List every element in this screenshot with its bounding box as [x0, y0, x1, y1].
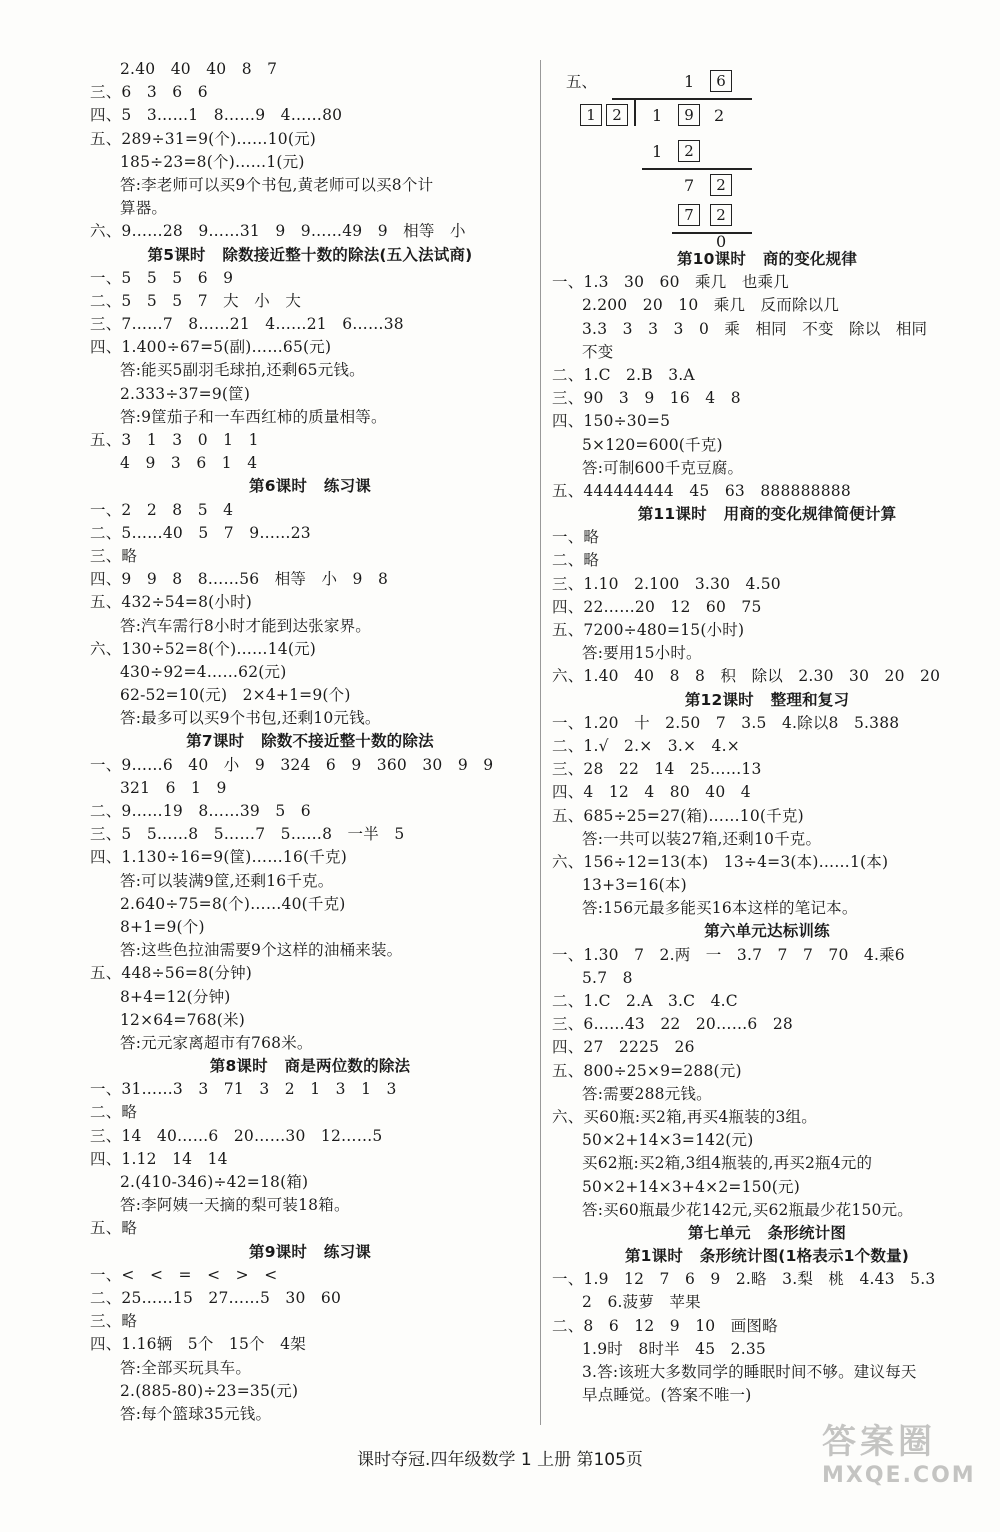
answer-line: 答:可以装满9筐,还剩16千克。: [120, 871, 334, 890]
answer-line: 8+4=12(分钟): [120, 987, 231, 1006]
section-heading: 第8课时 商是两位数的除法: [209, 1057, 411, 1076]
answer-line: 答:最多可以买9个书包,还剩10元钱。: [120, 709, 381, 728]
answer-line: 三、90 3 9 16 4 8: [552, 389, 741, 408]
section-heading: 第六单元达标训练: [704, 922, 830, 941]
answer-line: 一、1.30 7 2.两 一 3.7 7 7 70 4.乘6: [552, 945, 905, 964]
answer-line: 二、1.C 2.B 3.A: [552, 365, 695, 384]
page-footer: 课时夺冠.四年级数学 1 上册 第105页: [357, 1450, 643, 1470]
answer-line: 2.640÷75=8(个)……40(千克): [120, 894, 346, 913]
answer-line: 二、略: [90, 1103, 138, 1122]
answer-line: 一、略: [552, 528, 600, 547]
answer-line: 四、1.12 14 14: [90, 1149, 228, 1168]
dividend-digit-3: 2: [714, 106, 725, 125]
answer-line: 四、27 2225 26: [552, 1038, 695, 1057]
answer-line: 5.7 8: [582, 968, 633, 987]
answer-line: 1.9时 8时半 45 2.35: [582, 1339, 766, 1358]
column-divider: [540, 60, 541, 1425]
answer-line: 早点睡觉。(答案不唯一): [582, 1386, 752, 1405]
answer-line: 五、685÷25=27(箱)……10(千克): [552, 806, 804, 825]
answer-line: 三、略: [90, 546, 138, 565]
answer-line: 二、9……19 8……39 5 6: [90, 802, 311, 820]
answer-line: 六、1.40 40 8 8 积 除以 2.30 30 20 20: [552, 667, 941, 686]
step2-box-2: 2: [710, 204, 732, 226]
watermark-logo: [822, 1414, 976, 1494]
answer-line: 一、1.9 12 7 6 9 2.略 3.梨 桃 4.43 5.3: [552, 1270, 936, 1289]
answer-line: 三、6 3 6 6: [90, 83, 208, 102]
answer-line: 六、买60瓶:买2箱,再买4瓶装的3组。: [552, 1107, 817, 1126]
answer-line: 四、150÷30=5: [552, 412, 671, 431]
answer-line: 一、< < = < > <: [90, 1265, 278, 1284]
answer-line: 430÷92=4……62(元): [120, 662, 287, 681]
answer-line: 二、8 6 12 9 10 画图略: [552, 1316, 778, 1335]
answer-line: 8+1=9(个): [120, 917, 205, 936]
answer-line: 三、7……7 8……21 4……21 6……38: [90, 315, 404, 334]
answer-line: 四、22……20 12 60 75: [552, 597, 762, 616]
answer-line: 二、25……15 27……5 30 60: [90, 1288, 342, 1307]
answer-line: 答:元元家离超市有768米。: [120, 1033, 313, 1052]
section-heading: 第5课时 除数接近整十数的除法(五入法试商): [147, 245, 473, 264]
answer-line: 4 9 3 6 1 4: [120, 454, 258, 473]
remainder1-digit-1: 7: [684, 176, 695, 195]
answer-line: 四、5 3……1 8……9 4……80: [90, 106, 343, 125]
divisor-box-1: 1: [580, 104, 602, 126]
section-heading: 第6课时 练习课: [249, 477, 371, 496]
answer-line: 四、9 9 8 8……56 相等 小 9 8: [90, 570, 389, 589]
right-column-lines: [552, 248, 982, 1407]
answer-line: 买62瓶:买2箱,3组4瓶装的,再买2瓶4元的: [582, 1154, 873, 1173]
section-heading: 第1课时 条形统计图(1格表示1个数量): [624, 1247, 910, 1266]
answer-line: 一、2 2 8 5 4: [90, 500, 234, 519]
answer-line: 答:买60瓶最少花142元,买62瓶最少花150元。: [582, 1200, 913, 1219]
answer-line: 五、432÷54=8(小时): [90, 593, 253, 612]
answer-line: 三、28 22 14 25……13: [552, 760, 762, 779]
watermark-url: MXQE.COM: [822, 1463, 976, 1488]
division-bracket: [634, 98, 636, 126]
answer-line: 四、1.130÷16=9(筐)……16(千克): [90, 848, 347, 867]
answer-line: 二、5 5 5 7 大 小 大: [90, 291, 302, 310]
answer-line: 2.333÷37=9(筐): [120, 384, 251, 403]
right-column: [552, 58, 982, 1407]
answer-line: 算器。: [120, 199, 168, 218]
answer-line: 321 6 1 9: [120, 778, 227, 797]
answer-line: 一、1.3 30 60 乘几 也乘几: [552, 273, 789, 292]
answer-line: 三、14 40……6 20……30 12……5: [90, 1126, 383, 1145]
answer-line: 答:156元最多能买16本这样的笔记本。: [582, 899, 858, 918]
answer-line: 答:可制600千克豆腐。: [582, 458, 744, 477]
answer-line: 2.40 40 40 8 7: [120, 60, 278, 78]
answer-line: 62-52=10(元) 2×4+1=9(个): [120, 686, 351, 705]
section-heading: 第12课时 整理和复习: [684, 690, 850, 709]
step1-box-2: 2: [678, 140, 700, 162]
answer-line: 答:9筐茄子和一车西红柿的质量相等。: [120, 407, 387, 426]
answer-line: 三、5 5……8 5……7 5……8 一半 5: [90, 825, 405, 844]
division-label: 五、: [566, 73, 598, 91]
answer-line: 二、略: [552, 551, 600, 570]
answer-line: 一、5 5 5 6 9: [90, 268, 234, 287]
answer-line: 四、1.16辆 5个 15个 4架: [90, 1335, 306, 1354]
answer-line: 2.(410-346)÷42=18(箱): [120, 1173, 309, 1191]
answer-line: 5×120=600(千克): [582, 435, 723, 454]
answer-line: 185÷23=8(个)……1(元): [120, 152, 305, 171]
answer-line: 答:全部买玩具车。: [120, 1358, 252, 1377]
answer-line: 答:汽车需行8小时才能到达张家界。: [120, 616, 371, 635]
quotient-digit-1: 1: [684, 72, 695, 91]
answer-line: 六、9……28 9……31 9 9……49 9 相等 小: [90, 222, 466, 241]
answer-line: 二、1.√ 2.× 3.× 4.×: [552, 736, 740, 755]
answer-line: 五、3 1 3 0 1 1: [90, 431, 259, 449]
section-heading: 第10课时 商的变化规律: [676, 250, 858, 268]
answer-line: 五、800÷25×9=288(元): [552, 1061, 742, 1080]
left-column: [90, 58, 530, 1426]
answer-line: 50×2+14×3=142(元): [582, 1131, 754, 1150]
section-heading: 第11课时 用商的变化规律简便计算: [637, 505, 897, 524]
answer-line: 五、289÷31=9(个)……10(元): [90, 129, 317, 148]
answer-line: 二、5……40 5 7 9……23: [90, 523, 311, 542]
answer-line: 3.答:该班大多数同学的睡眠时间不够。建议每天: [582, 1363, 917, 1381]
final-remainder: 0: [716, 232, 727, 251]
answer-line: 六、156÷12=13(本) 13÷4=3(本)……1(本): [552, 852, 889, 871]
answer-line: 二、1.C 2.A 3.C 4.C: [552, 992, 738, 1010]
answer-line: 答:要用15小时。: [582, 644, 702, 663]
answer-line: 答:这些色拉油需要9个这样的油桶来装。: [120, 941, 403, 960]
answer-line: 五、7200÷480=15(小时): [552, 621, 745, 639]
answer-line: 答:每个篮球35元钱。: [120, 1404, 272, 1423]
answer-line: 答:李阿姨一天摘的梨可装18箱。: [120, 1196, 350, 1215]
dividend-digit-1: 1: [652, 106, 663, 125]
remainder1-box-2: 2: [710, 174, 732, 196]
answer-line: 答:需要288元钱。: [582, 1084, 712, 1103]
answer-line: 2 6.菠萝 苹果: [582, 1293, 701, 1312]
step2-line: [672, 232, 752, 234]
section-heading: 第七单元 条形统计图: [687, 1223, 847, 1242]
answer-line: 三、略: [90, 1312, 138, 1331]
answer-line: 五、448÷56=8(分钟): [90, 964, 253, 983]
answer-line: 答:能买5副羽毛球拍,还剩65元钱。: [120, 361, 365, 380]
answer-line: 一、31……3 3 71 3 2 1 3 1 3: [90, 1080, 397, 1099]
answer-line: 答:李老师可以买9个书包,黄老师可以买8个计: [120, 175, 434, 194]
answer-line: 一、9……6 40 小 9 324 6 9 360 30 9 9: [90, 755, 494, 774]
division-bar: [612, 98, 752, 100]
answer-line: 不变: [582, 342, 614, 361]
dividend-box-2: 9: [678, 104, 700, 126]
quotient-box-1: 6: [710, 70, 732, 92]
answer-line: 五、略: [90, 1219, 138, 1238]
answer-line: 2.200 20 10 乘几 反而除以几: [582, 296, 840, 315]
long-division-diagram: [552, 58, 982, 251]
answer-line: 六、130÷52=8(个)……14(元): [90, 639, 317, 658]
answer-line: 2.(885-80)÷23=35(元): [120, 1381, 299, 1400]
answer-line: 三、6……43 22 20……6 28: [552, 1015, 793, 1034]
section-heading: 第7课时 除数不接近整十数的除法: [186, 732, 434, 751]
answer-line: 三、1.10 2.100 3.30 4.50: [552, 574, 781, 593]
step1-digit-1: 1: [652, 142, 663, 161]
watermark-text: 答案圈: [822, 1422, 936, 1462]
answer-line: 50×2+14×3+4×2=150(元): [582, 1177, 800, 1196]
answer-line: 12×64=768(米): [120, 1010, 245, 1029]
section-heading: 第9课时 练习课: [249, 1242, 371, 1261]
step2-box-1: 7: [678, 204, 700, 226]
answer-line: 13+3=16(本): [582, 876, 687, 895]
answer-line: 一、1.20 十 2.50 7 3.5 4.除以8 5.388: [552, 713, 900, 732]
answer-line: 四、1.400÷67=5(副)……65(元): [90, 338, 332, 357]
answer-line: 四、4 12 4 80 40 4: [552, 783, 751, 802]
answer-line: 答:一共可以装27箱,还剩10千克。: [582, 829, 822, 848]
answer-line: 3.3 3 3 3 0 乘 相同 不变 除以 相同: [582, 319, 928, 338]
divisor-box-2: 2: [606, 104, 628, 126]
answer-line: 五、444444444 45 63 888888888: [552, 481, 851, 500]
step1-line: [642, 168, 752, 170]
